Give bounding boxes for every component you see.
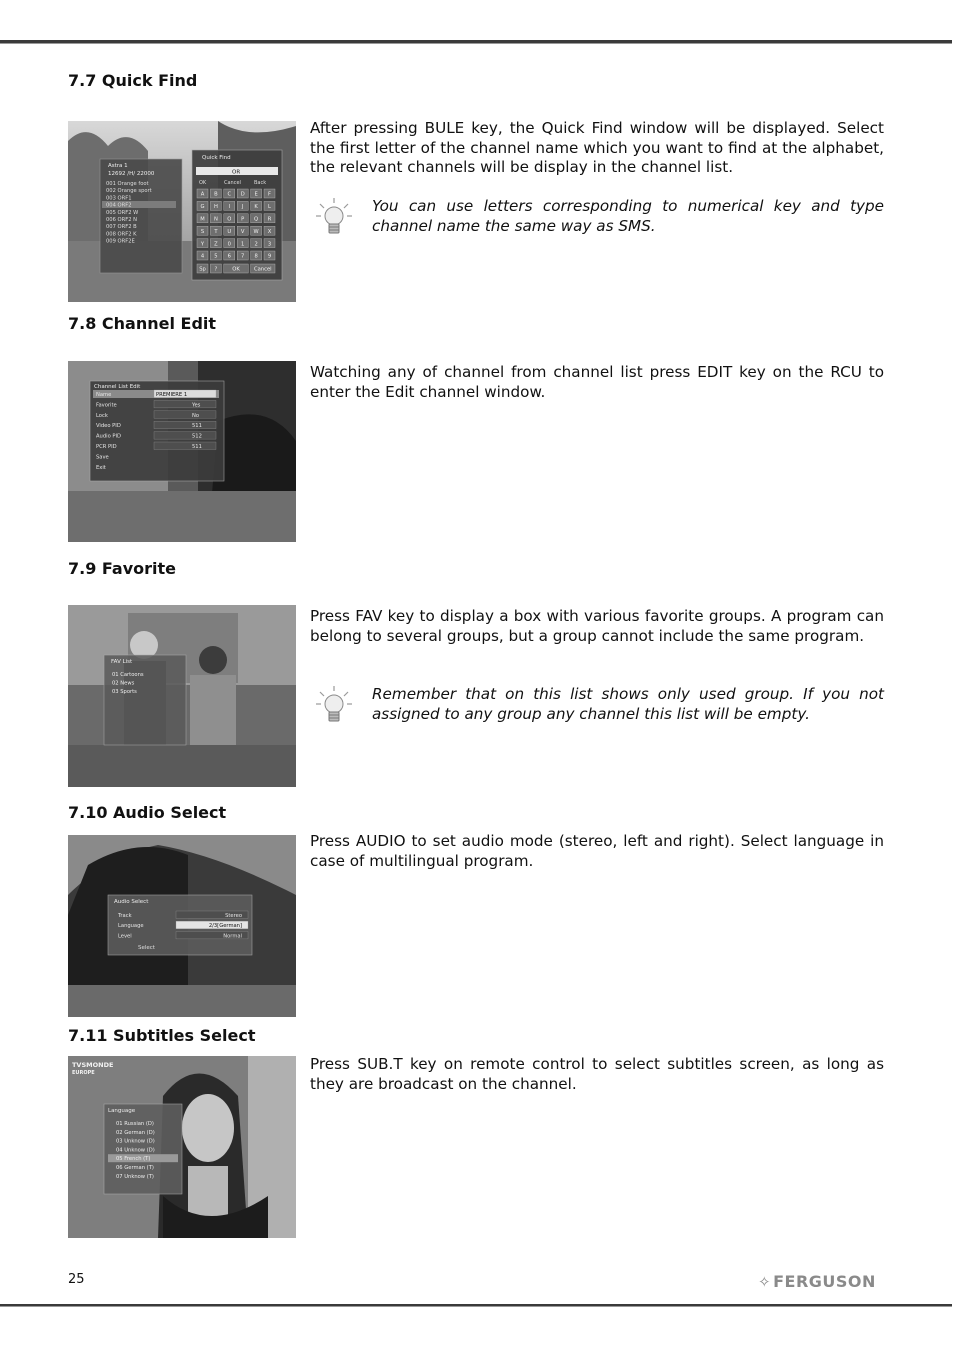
quick-find-text: After pressing BULE key, the Quick Find window will be displayed. Select the first letter of the channel name which you want to find at the alphabet, the relevant channels will be display in the channel list. [310, 119, 884, 177]
qf-key-label: P [241, 216, 245, 223]
qf-channel-item: 007 ORF2 B [106, 224, 137, 231]
ce-row-value: Yes [192, 402, 201, 409]
qf-key-label: E [254, 191, 258, 198]
qf-channel-item: 009 ORF2E [106, 238, 135, 245]
qf-key-label: 7 [241, 253, 245, 260]
qf-bottom-key-label: Sp [199, 266, 206, 273]
qf-key-label: C [227, 191, 232, 198]
qf-bottom-key-label: Cancel [254, 266, 272, 273]
as-row-label: Level [118, 933, 132, 940]
qf-list-header-1: 12692 /H/ 22000 [108, 171, 155, 177]
ce-row-value: 512 [192, 433, 202, 440]
screenshot-channel-edit [68, 361, 296, 542]
as-row-value: 2/3[German] [208, 923, 242, 930]
qf-list-header-0: Astra 1 [108, 163, 128, 169]
qf-key-label: 1 [241, 241, 245, 248]
bottom-rule [0, 1304, 952, 1307]
qf-key-label: U [227, 228, 232, 235]
quick-find-tip: You can use letters corresponding to numerical key and type channel name the same way as SMS. [372, 197, 884, 235]
fav-list-item: 01 Cartoons [112, 672, 144, 678]
favorite-text: Press FAV key to display a box with various favorite groups. A program can belong to several groups, but a group cannot include the same program. [310, 607, 884, 645]
heading-channel-edit: 7.8 Channel Edit [68, 314, 217, 333]
channel-edit-text: Watching any of channel from channel list press EDIT key on the RCU to enter the Edit channel window. [310, 363, 884, 401]
qf-window-title: Quick Find [202, 155, 231, 161]
ce-row-label: Video PID [96, 423, 121, 430]
subtitle-language-item: 05 French (T) [116, 1156, 151, 1163]
heading-subtitles-select: 7.11 Subtitles Select [68, 1026, 256, 1045]
top-rule [0, 40, 952, 44]
ce-row-value: 511 [192, 444, 202, 450]
screenshot-quick-find [68, 121, 296, 302]
qf-channel-item: 005 ORF2 W [106, 209, 139, 216]
subtitle-language-item: 02 German (D) [116, 1129, 155, 1136]
audio-select-text: Press AUDIO to set audio mode (stereo, left and right). Select language in case of multilingual program. [310, 832, 884, 870]
lightbulb-icon [314, 196, 354, 240]
subtitle-language-item: 04 Unknow (D) [116, 1147, 155, 1154]
ce-row-value: 511 [192, 423, 202, 430]
screenshot-audio-select [68, 835, 296, 1017]
qf-key-label: K [254, 204, 258, 211]
ce-row-field[interactable] [154, 421, 216, 429]
qf-channel-item: 008 ORF2 K [106, 231, 137, 238]
ferguson-brand: FERGUSON [773, 1272, 876, 1291]
qf-bottom-key-label: OK [232, 266, 240, 273]
ce-row-field[interactable] [154, 411, 216, 419]
subtitles-select-text: Press SUB.T key on remote control to select subtitles screen, as long as they are broadcast on the channel. [310, 1055, 884, 1093]
heading-quick-find: 7.7 Quick Find [68, 71, 198, 90]
qf-key-label: B [214, 191, 218, 198]
qf-channel-item: 003 ORF1 [106, 195, 132, 202]
qf-key-label: 8 [254, 253, 258, 260]
qf-key-label: X [267, 228, 272, 235]
ce-row-field[interactable] [154, 432, 216, 440]
ce-row-label: Name [96, 392, 112, 398]
qf-key-label: W [253, 228, 259, 235]
ce-row-label: Favorite [96, 402, 117, 409]
qf-action-cancel[interactable]: Cancel [224, 180, 241, 186]
qf-key-label: 9 [267, 253, 272, 260]
page-number: 25 [68, 1272, 85, 1287]
qf-key-label: 5 [214, 253, 218, 260]
favorite-tip: Remember that on this list shows only used group. If you not assigned to any group any channel this list will be empty. [372, 685, 884, 723]
as-row-label: Track [118, 913, 132, 919]
qf-input[interactable]: OR [232, 169, 241, 176]
qf-key-label: A [200, 191, 205, 198]
qf-action-ok[interactable]: OK [199, 180, 207, 186]
qf-channel-item: 002 Orange sport [106, 188, 152, 195]
heading-audio-select: 7.10 Audio Select [68, 803, 227, 822]
qf-key-label: G [200, 204, 205, 211]
qf-key-label: H [213, 204, 218, 211]
subtitle-language-item: 01 Russian (D) [116, 1121, 154, 1127]
heading-favorite: 7.9 Favorite [68, 559, 176, 578]
qf-key-label: T [214, 228, 218, 235]
subtitle-language-item: 07 Unknow (T) [116, 1173, 154, 1180]
ce-row-value: PREMIERE 1 [156, 392, 188, 398]
qf-channel-item: 001 Orange foot [106, 181, 149, 187]
qf-action-back[interactable]: Back [254, 180, 267, 186]
qf-key-label: N [213, 216, 218, 223]
screenshot-subtitles-select [68, 1056, 296, 1238]
fav-list-item: 03 Sports [112, 688, 137, 695]
qf-key-label: D [240, 191, 245, 198]
qf-key-label: Y [200, 241, 205, 248]
ce-row-label: Save [96, 454, 109, 461]
sub-window-title: Language [108, 1108, 136, 1114]
qf-key-label: L [268, 204, 271, 211]
ce-row-label: Exit [96, 464, 106, 471]
qf-bottom-key-label: ? [214, 266, 218, 273]
ce-row-label: Lock [96, 412, 108, 419]
qf-key-label: J [241, 204, 244, 211]
qf-key-label: 2 [254, 241, 258, 248]
as-row-label: Language [118, 923, 144, 930]
ce-row-field[interactable] [154, 442, 216, 450]
qf-key-label: 6 [227, 253, 231, 260]
qf-key-label: S [200, 228, 205, 235]
subtitle-language-item: 03 Unknow (D) [116, 1138, 155, 1145]
as-row-value: Normal [223, 933, 242, 940]
ce-row-value: No [192, 412, 200, 419]
qf-key-label: F [268, 191, 271, 198]
as-row-value: Stereo [225, 913, 242, 919]
qf-key-label: Q [254, 216, 259, 223]
ce-row-label: Audio PID [96, 433, 122, 440]
lightbulb-icon [314, 684, 354, 728]
ce-row-field[interactable] [154, 400, 216, 408]
qf-key-label: M [200, 216, 205, 223]
ce-window-title: Channel List Edit [94, 384, 141, 390]
qf-key-label: Z [214, 241, 218, 248]
qf-key-label: R [267, 216, 272, 223]
as-hint: Select [138, 945, 155, 951]
fav-window-title: FAV List [111, 659, 133, 665]
ce-row-label: PCR PID [96, 444, 117, 450]
tv5-logo-line2: EUROPE [72, 1070, 95, 1076]
qf-key-label: V [240, 228, 245, 235]
qf-channel-item: 004 ORF2 [106, 202, 132, 209]
qf-key-label: 3 [267, 241, 272, 248]
qf-key-label: O [227, 216, 232, 223]
qf-key-label: 4 [200, 253, 205, 260]
qf-key-label: I [228, 204, 231, 211]
ferguson-mark-icon: ✧ [758, 1273, 772, 1291]
tv5-logo-line1: TVSMONDE [72, 1061, 114, 1069]
fav-list-item: 02 News [112, 680, 135, 687]
screenshot-favorite [68, 605, 296, 787]
subtitle-language-item: 06 German (T) [116, 1165, 154, 1171]
qf-channel-item: 006 ORF2 N [106, 217, 138, 223]
as-window-title: Audio Select [114, 899, 149, 905]
qf-key-label: 0 [227, 241, 231, 248]
ferguson-logo [758, 1272, 876, 1291]
